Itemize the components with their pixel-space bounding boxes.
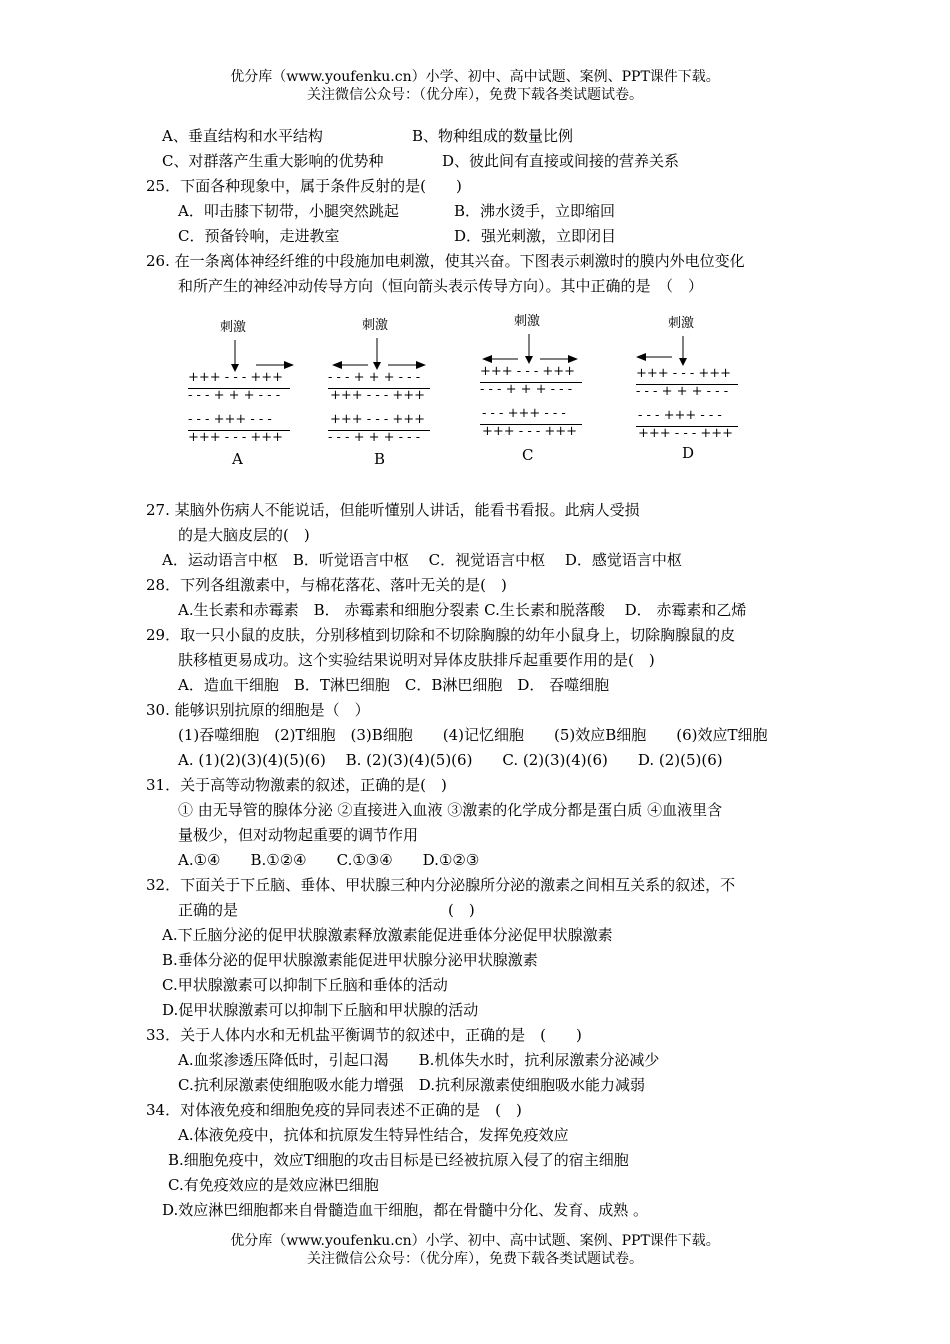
q24-option-a: A、垂直结构和水平结构 (162, 127, 323, 145)
stimulus-label: 刺激 (362, 318, 389, 333)
q32-option-b: B.垂体分泌的促甲状腺激素能促进甲状腺分泌甲状腺激素 (162, 951, 538, 969)
membrane-bottom-outside: - - - + + + - - - (328, 430, 421, 445)
diagram-d (630, 306, 760, 466)
q33-stem: 33．关于人体内水和无机盐平衡调节的叙述中，正确的是 ( ) (146, 1026, 582, 1044)
q25-option-a: A．叩击膝下韧带，小腿突然跳起 (178, 202, 399, 220)
membrane-bottom-inside: +++ - - - +++ (330, 412, 426, 427)
q26-stem-1: 26. 在一条离体神经纤维的中段施加电刺激，使其兴奋。下图表示刺激时的膜内外电位变化 (146, 252, 745, 270)
membrane-bottom-inside: - - - +++ - - - (638, 408, 722, 423)
header-line-2: 关注微信公众号：（优分库），免费下载各类试题试卷。 (307, 87, 643, 103)
q24-option-d: D、彼此间有直接或间接的营养关系 (442, 152, 680, 170)
membrane-top-outside: +++ - - - +++ (188, 370, 284, 385)
q30-options: A. (1)(2)(3)(4)(5)(6) B. (2)(3)(4)(5)(6) C. (2)(3)(4)(6) D. (2)(5)(6) (178, 751, 723, 769)
q34-option-b: B.细胞免疫中，效应T细胞的攻击目标是已经被抗原入侵了的宿主细胞 (168, 1151, 629, 1169)
stimulus-label: 刺激 (668, 316, 695, 331)
q25-option-d: D．强光刺激，立即闭目 (454, 227, 617, 245)
q32-stem-2: 正确的是 ( ) (178, 901, 475, 919)
membrane-bottom-outside: +++ - - - +++ (638, 426, 734, 441)
q25-option-b: B．沸水烫手，立即缩回 (454, 202, 616, 220)
q27-stem-1: 27. 某脑外伤病人不能说话，但能听懂别人讲话，能看书看报。此病人受损 (146, 501, 640, 519)
footer-line-2: 关注微信公众号：（优分库），免费下载各类试题试卷。 (307, 1251, 643, 1267)
membrane-top-inside: - - - + + + - - - (636, 384, 729, 399)
membrane-bottom-inside: - - - +++ - - - (482, 406, 566, 421)
q32-option-d: D.促甲状腺激素可以抑制下丘脑和甲状腺的活动 (162, 1001, 479, 1019)
diagram-label: C (522, 446, 534, 464)
diagram-label: D (682, 444, 695, 462)
q26-stem-2: 和所产生的神经冲动传导方向（恒向箭头表示传导方向）。其中正确的是 （ ） (178, 277, 704, 295)
diagram-label: B (374, 450, 386, 468)
membrane-bottom-outside: +++ - - - +++ (482, 424, 578, 439)
q32-option-c: C.甲状腺激素可以抑制下丘脑和垂体的活动 (162, 976, 448, 994)
membrane-top-outside: +++ - - - +++ (480, 364, 576, 379)
q31-options: A.①④ B.①②④ C.①③④ D.①②③ (178, 851, 480, 869)
membrane-top-inside: - - - + + + - - - (480, 382, 573, 397)
q31-stem: 31．关于高等动物激素的叙述，正确的是( ) (146, 776, 447, 794)
stimulus-label: 刺激 (514, 314, 541, 329)
diagram-a (180, 308, 310, 468)
diagram-c (474, 304, 604, 464)
q24-option-c: C、对群落产生重大影响的优势种 (162, 152, 384, 170)
membrane-bottom-inside: - - - +++ - - - (188, 412, 272, 427)
q24-option-b: B、物种组成的数量比例 (412, 127, 574, 145)
q33-options-cd: C.抗利尿激素使细胞吸水能力增强 D.抗利尿激素使细胞吸水能力减弱 (178, 1076, 645, 1094)
membrane-top-inside: - - - + + + - - - (188, 388, 281, 403)
q29-stem-2: 肤移植更易成功。这个实验结果说明对异体皮肤排斥起重要作用的是( ) (178, 651, 655, 669)
q31-items-2: 量极少，但对动物起重要的调节作用 (178, 826, 419, 844)
q29-options: A．造血干细胞 B．T淋巴细胞 C．B淋巴细胞 D． 吞噬细胞 (178, 676, 610, 694)
diagram-b (322, 308, 452, 468)
q30-items: (1)吞噬细胞 (2)T细胞 (3)B细胞 (4)记忆细胞 (5)效应B细胞 (6)效应T细胞 (178, 726, 768, 744)
q33-options-ab: A.血浆渗透压降低时，引起口渴 B.机体失水时，抗利尿激素分泌减少 (178, 1051, 660, 1069)
q27-stem-2: 的是大脑皮层的( ) (178, 526, 310, 544)
q25-option-c: C．预备铃响，走进教室 (178, 227, 340, 245)
header-line-1: 优分库（www.youfenku.cn）小学、初中、高中试题、案例、PPT课件下载。 (230, 69, 720, 85)
diagram-label: A (232, 450, 243, 468)
q27-options: A．运动语言中枢 B．听觉语言中枢 C．视觉语言中枢 D．感觉语言中枢 (162, 551, 682, 569)
footer-line-1: 优分库（www.youfenku.cn）小学、初中、高中试题、案例、PPT课件下载。 (230, 1233, 720, 1249)
q28-stem: 28．下列各组激素中，与棉花落花、落叶无关的是( ) (146, 576, 507, 594)
q34-option-d: D.效应淋巴细胞都来自骨髓造血干细胞，都在骨髓中分化、发育、成熟 。 (162, 1201, 649, 1219)
membrane-top-outside: - - - + + + - - - (328, 370, 421, 385)
q30-stem: 30. 能够识别抗原的细胞是（ ） (146, 701, 370, 719)
membrane-top-outside: +++ - - - +++ (636, 366, 732, 381)
q25-stem: 25．下面各种现象中，属于条件反射的是( ) (146, 177, 462, 195)
q34-option-c: C.有免疫效应的是效应淋巴细胞 (168, 1176, 379, 1194)
stimulus-label: 刺激 (220, 320, 247, 335)
q29-stem-1: 29．取一只小鼠的皮肤，分别移植到切除和不切除胸腺的幼年小鼠身上，切除胸腺鼠的皮 (146, 626, 736, 644)
membrane-bottom-outside: +++ - - - +++ (188, 430, 284, 445)
q32-option-a: A.下丘脑分泌的促甲状腺激素释放激素能促进垂体分泌促甲状腺激素 (162, 926, 613, 944)
q28-options: A.生长素和赤霉素 B． 赤霉素和细胞分裂素 C.生长素和脱落酸 D． 赤霉素和乙烯 (178, 601, 747, 619)
membrane-top-inside: +++ - - - +++ (330, 388, 426, 403)
q34-option-a: A.体液免疫中，抗体和抗原发生特异性结合，发挥免疫效应 (178, 1126, 569, 1144)
q31-items-1: ① 由无导管的腺体分泌 ②直接进入血液 ③激素的化学成分都是蛋白质 ④血液里含 (178, 801, 723, 819)
q32-stem-1: 32．下面关于下丘脑、垂体、甲状腺三种内分泌腺所分泌的激素之间相互关系的叙述，不 (146, 876, 736, 894)
q34-stem: 34．对体液免疫和细胞免疫的异同表述不正确的是 ( ) (146, 1101, 522, 1119)
